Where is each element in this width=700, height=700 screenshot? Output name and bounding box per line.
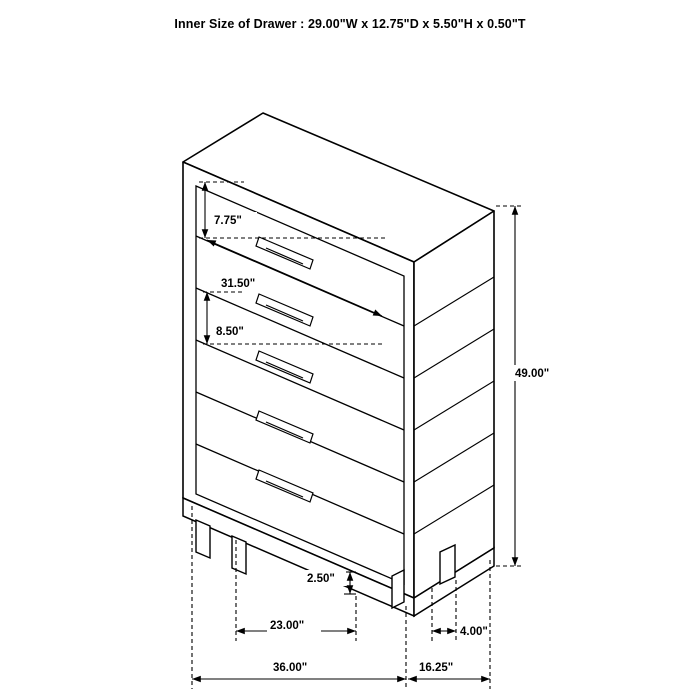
dim-49-00-group: [496, 206, 524, 566]
dim-36-00-label: 36.00": [273, 662, 308, 674]
dim-16-25-label: 16.25": [419, 662, 454, 674]
dim-23-00-label: 23.00": [270, 620, 305, 632]
dim-8-50-label: 8.50": [216, 326, 244, 338]
dim-4-00-label: 4.00": [460, 626, 488, 638]
dim-31-50-label: 31.50": [221, 278, 256, 290]
dim-49-00-label: 49.00": [515, 368, 550, 380]
dim-2-50-label: 2.50": [307, 573, 335, 585]
dim-7-75-label: 7.75": [214, 215, 242, 227]
page-title: Inner Size of Drawer : 29.00"W x 12.75"D x 5.50"H x 0.50"T: [174, 17, 526, 31]
